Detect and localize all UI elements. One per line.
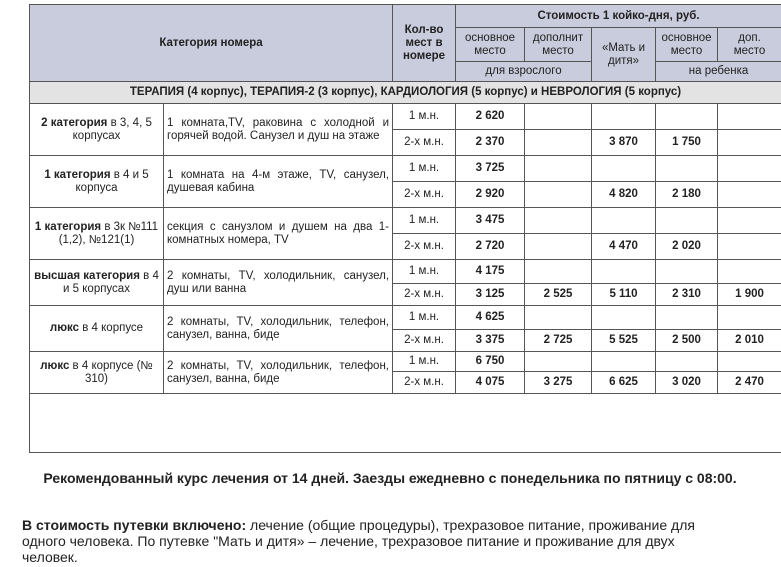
- beds-cell: 1 м.н.: [393, 156, 456, 182]
- child-main-header: основное место: [656, 28, 718, 62]
- room-description: 1 комната на 4-м этаже, TV, санузел, душевая кабина: [164, 156, 393, 208]
- category-header: Категория номера: [30, 5, 393, 82]
- table-row: [30, 156, 781, 182]
- beds-cell: 2-х м.н.: [393, 372, 456, 394]
- room-category-location: в 3к №111 (1,2), №121(1): [58, 220, 159, 246]
- included-note: [22, 517, 722, 565]
- table-row: [30, 208, 781, 234]
- price-mother-child: [592, 306, 656, 330]
- beds-cell: 1 м.н.: [393, 208, 456, 234]
- room-category: [30, 156, 164, 208]
- room-category-location: в 4 и 5 корпуса: [75, 168, 149, 194]
- price-adult-extra: [525, 104, 592, 130]
- beds-cell: 2-х м.н.: [393, 330, 456, 352]
- beds-cell: 1 м.н.: [393, 260, 456, 284]
- included-text: лечение (общие процедуры), трехразовое питание, проживание для одного человека. По путевке "Мать и дитя» – лечение, трехразовое питание и проживание для двух человек.: [22, 517, 695, 565]
- beds-cell: 2-х м.н.: [393, 234, 456, 260]
- room-description: 1 комната,TV, раковина с холодной и горячей водой. Санузел и душ на этаже: [164, 104, 393, 156]
- price-child-extra: [718, 234, 781, 260]
- price-mother-child: 5 525: [592, 330, 656, 352]
- price-adult-main: 4 175: [456, 260, 525, 284]
- room-description: 2 комнаты, TV, холодильник, санузел, душ или ванна: [164, 260, 393, 306]
- price-child-extra: [718, 306, 781, 330]
- room-category-location: в 4 корпусе: [79, 322, 144, 334]
- price-adult-main: 4 075: [456, 372, 525, 394]
- price-adult-main: 2 920: [456, 182, 525, 208]
- price-adult-extra: 2 525: [525, 284, 592, 306]
- price-adult-extra: [525, 182, 592, 208]
- price-mother-child: [592, 260, 656, 284]
- child-extra-header: доп. место: [718, 28, 781, 62]
- price-adult-main: 2 370: [456, 130, 525, 156]
- price-adult-main: 3 375: [456, 330, 525, 352]
- beds-cell: 2-х м.н.: [393, 284, 456, 306]
- room-category-name: 1 категория: [34, 220, 102, 233]
- price-child-extra: [718, 208, 781, 234]
- for-child-header: на ребенка: [656, 62, 781, 82]
- adult-main-header: основное место: [456, 28, 525, 62]
- price-adult-extra: [525, 208, 592, 234]
- price-child-extra: [718, 260, 781, 284]
- section-header: ТЕРАПИЯ (4 корпус), ТЕРАПИЯ-2 (3 корпус), КАРДИОЛОГИЯ (5 корпус) и НЕВРОЛОГИЯ (5 корпус): [30, 82, 781, 104]
- room-description: 2 комнаты, TV, холодильник, телефон, санузел, ванна, биде: [164, 352, 393, 394]
- price-child-extra: [718, 352, 781, 372]
- price-child-main: [656, 104, 718, 130]
- room-category-name: 2 категория: [41, 116, 108, 129]
- price-child-main: [656, 156, 718, 182]
- price-mother-child: [592, 104, 656, 130]
- room-category: [30, 352, 164, 394]
- price-child-extra: 2 470: [718, 372, 781, 394]
- for-adult-header: для взрослого: [456, 62, 592, 82]
- room-category: [30, 104, 164, 156]
- beds-cell: 2-х м.н.: [393, 182, 456, 208]
- price-adult-main: 2 620: [456, 104, 525, 130]
- price-child-main: [656, 260, 718, 284]
- price-child-main: 1 750: [656, 130, 718, 156]
- price-table: [29, 4, 781, 453]
- room-category-location: в 4 и 5 корпусах: [63, 269, 159, 295]
- price-adult-extra: [525, 352, 592, 372]
- price-adult-extra: [525, 306, 592, 330]
- price-mother-child: [592, 208, 656, 234]
- mother-child-header: «Мать и дитя»: [592, 28, 656, 82]
- price-mother-child: 6 625: [592, 372, 656, 394]
- price-mother-child: [592, 352, 656, 372]
- price-child-main: 2 020: [656, 234, 718, 260]
- beds-cell: 1 м.н.: [393, 306, 456, 330]
- room-category-name: люкс: [40, 359, 70, 372]
- price-adult-main: 3 125: [456, 284, 525, 306]
- price-adult-main: 3 725: [456, 156, 525, 182]
- price-child-extra: [718, 130, 781, 156]
- price-adult-extra: [525, 260, 592, 284]
- room-category-name: 1 категория: [44, 168, 111, 181]
- table-row: [30, 260, 781, 284]
- price-adult-extra: 3 275: [525, 372, 592, 394]
- room-category-location: в 4 корпусе (№ 310): [69, 359, 153, 385]
- room-category-location: в 3, 4, 5 корпусах: [72, 116, 152, 142]
- price-adult-extra: [525, 156, 592, 182]
- room-category-name: высшая категория: [34, 269, 140, 282]
- price-adult-main: 4 625: [456, 306, 525, 330]
- price-mother-child: 4 820: [592, 182, 656, 208]
- room-category: [30, 306, 164, 352]
- beds-cell: 1 м.н.: [393, 104, 456, 130]
- price-child-extra: 2 010: [718, 330, 781, 352]
- beds-header: Кол-во мест в номере: [393, 5, 456, 82]
- included-label: В стоимость путевки включено:: [22, 517, 247, 533]
- price-child-extra: [718, 104, 781, 130]
- adult-extra-header: дополнит место: [525, 28, 592, 62]
- recommended-course-note: Рекомендованный курс лечения от 14 дней. Заезды ежедневно с понедельника по пятницу с 08:00.: [43, 470, 737, 486]
- table-row: [30, 306, 781, 330]
- price-child-extra: [718, 182, 781, 208]
- price-child-extra: [718, 156, 781, 182]
- price-mother-child: 4 470: [592, 234, 656, 260]
- price-child-main: [656, 208, 718, 234]
- price-child-extra: 1 900: [718, 284, 781, 306]
- price-adult-extra: [525, 234, 592, 260]
- table-row: [30, 352, 781, 372]
- beds-cell: 1 м.н.: [393, 352, 456, 372]
- price-child-main: 2 310: [656, 284, 718, 306]
- room-category-name: люкс: [49, 322, 80, 334]
- price-mother-child: [592, 156, 656, 182]
- price-adult-extra: 2 725: [525, 330, 592, 352]
- room-description: 2 комнаты, TV, холодильник, телефон, санузел, ванна, биде: [164, 306, 393, 352]
- price-adult-main: 3 475: [456, 208, 525, 234]
- price-adult-extra: [525, 130, 592, 156]
- price-child-main: 3 020: [656, 372, 718, 394]
- price-child-main: 2 500: [656, 330, 718, 352]
- beds-cell: 2-х м.н.: [393, 130, 456, 156]
- empty-row: [30, 394, 781, 453]
- room-category: [30, 260, 164, 306]
- price-adult-main: 6 750: [456, 352, 525, 372]
- price-child-main: 2 180: [656, 182, 718, 208]
- price-child-main: [656, 352, 718, 372]
- price-child-main: [656, 306, 718, 330]
- price-adult-main: 2 720: [456, 234, 525, 260]
- price-mother-child: 5 110: [592, 284, 656, 306]
- room-description: секция с санузлом и душем на два 1-комнатных номера, TV: [164, 208, 393, 260]
- price-mother-child: 3 870: [592, 130, 656, 156]
- room-category: [30, 208, 164, 260]
- cost-header: Стоимость 1 койко-дня, руб.: [456, 5, 781, 28]
- table-row: [30, 104, 781, 130]
- empty-cell: [30, 394, 781, 453]
